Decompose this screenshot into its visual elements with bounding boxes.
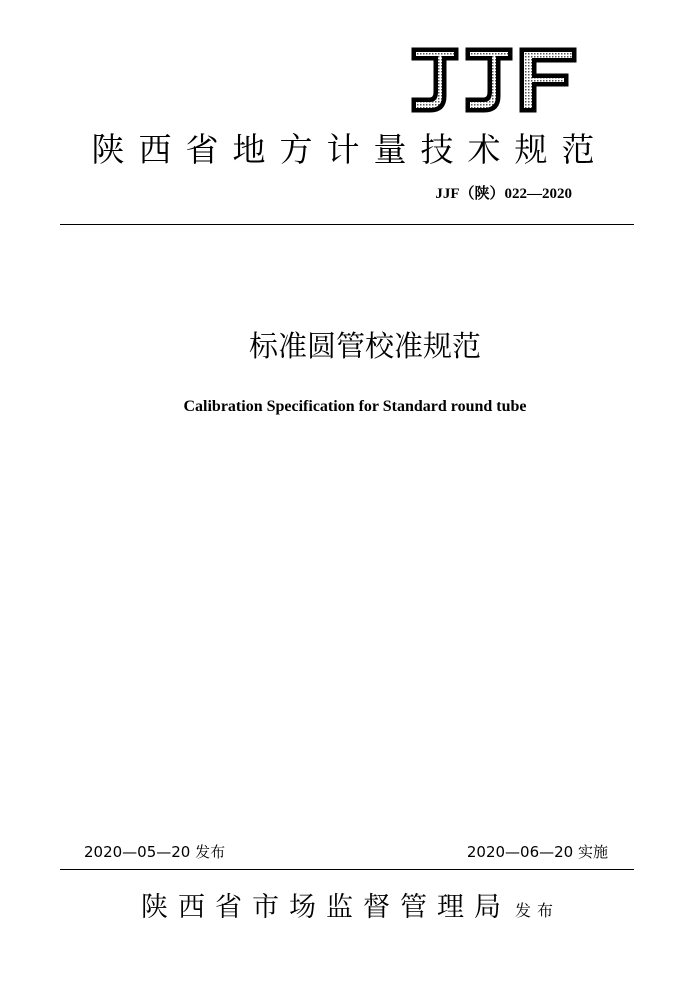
publisher-line (0, 890, 700, 926)
logo-letter-j (412, 48, 458, 112)
document-title: 标准圆管校准规范 (248, 329, 481, 363)
document-title-english: Calibration Specification for Standard round tube (183, 398, 527, 415)
org-title: 陕西省地方计量技术规范 (91, 130, 609, 169)
jjf-logo (408, 44, 580, 116)
footer-divider (60, 869, 634, 870)
implementation-date: 2020—06—20 实施 (466, 843, 608, 861)
logo-letter-f (520, 48, 576, 112)
spec-code: JJF（陕）022—2020 (435, 186, 572, 202)
logo-letter-j (466, 48, 512, 112)
header-divider (60, 224, 634, 225)
publisher-suffix: 发布 (514, 901, 559, 920)
publisher-name: 陕西省市场监督管理局 (140, 892, 511, 923)
issue-date: 2020—05—20 发布 (84, 843, 226, 861)
